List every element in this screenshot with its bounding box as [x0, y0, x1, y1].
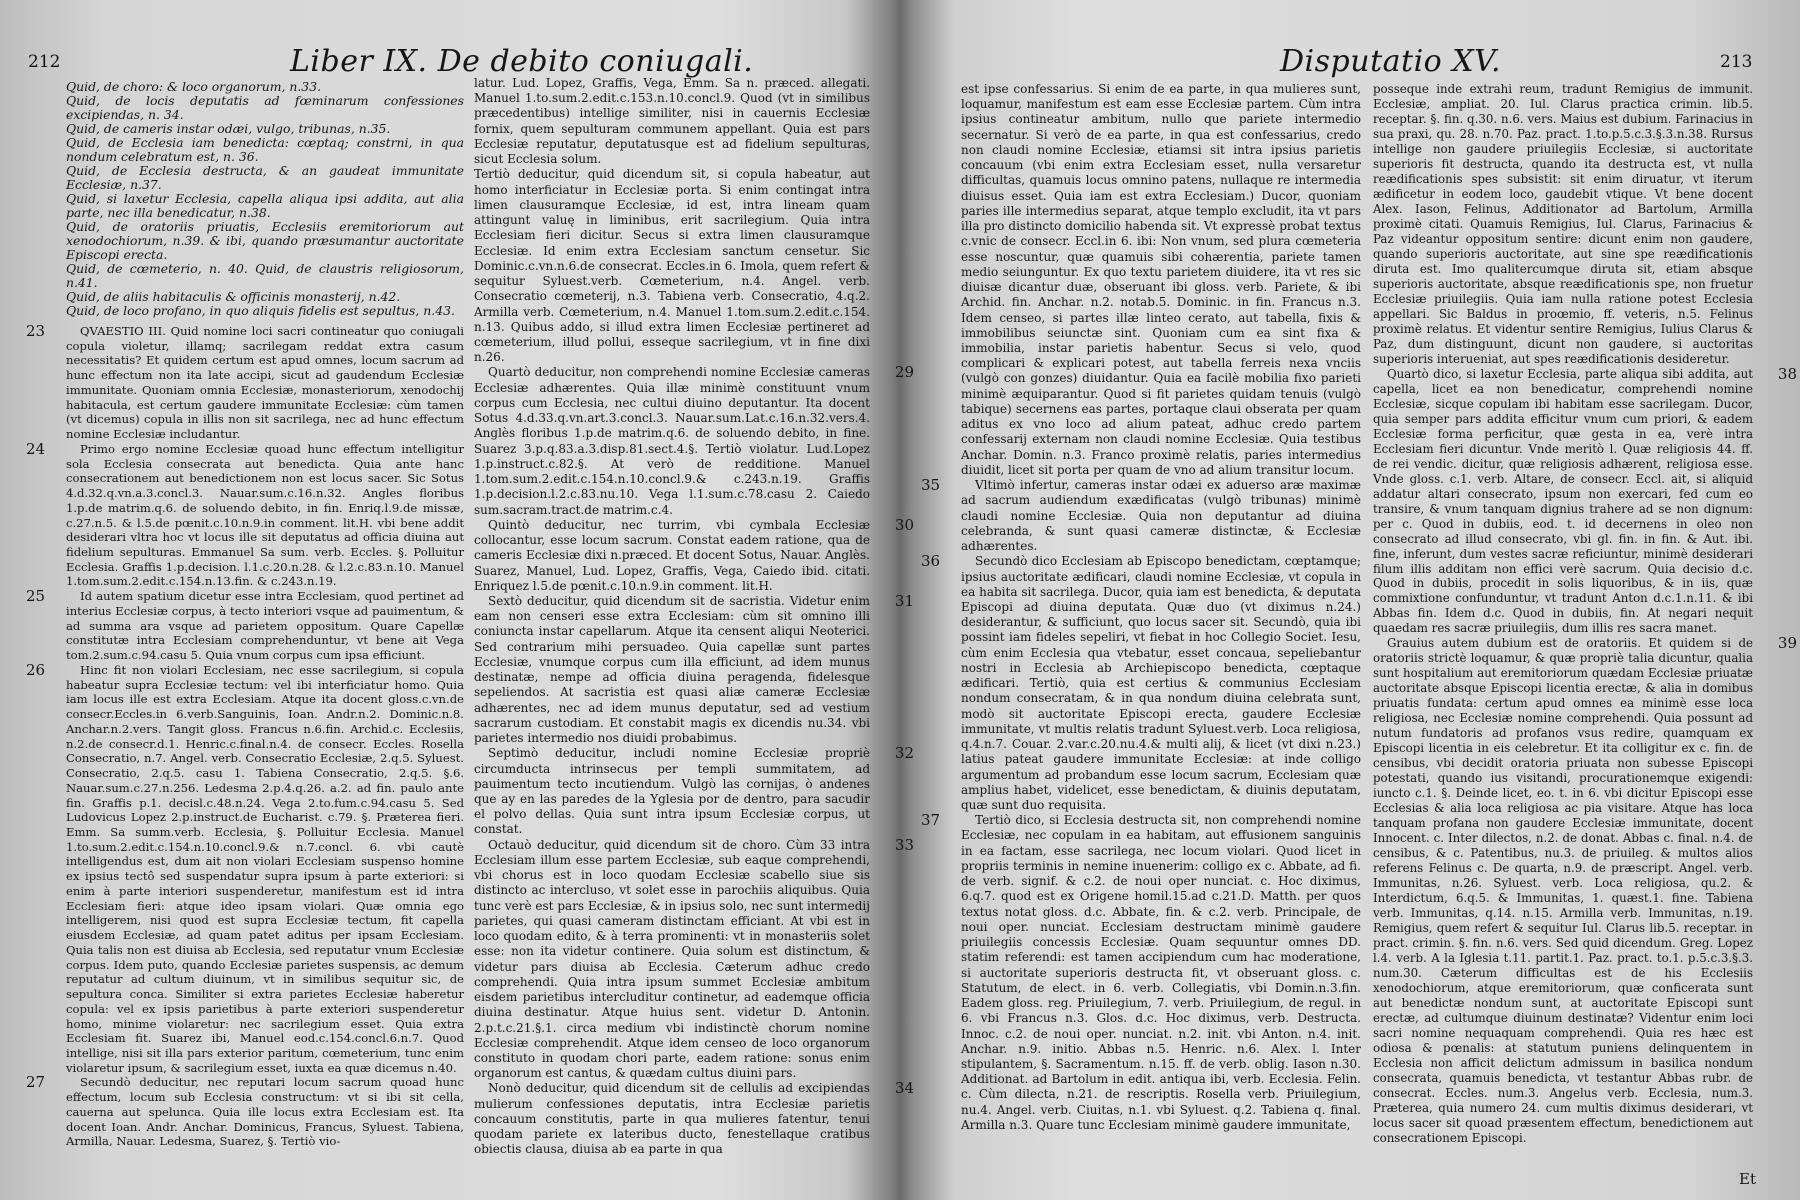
paragraph-text: Quartò deducitur, non comprehendi nomine Ecclesiæ cameras Ecclesiæ adhærentes. Quia illæ minimè constituunt vnum corpus cum Ecclesia, nec cultui diuino deputantur. Ita docent Sotus 4.d.33.q.vn.art.3.concl.3. Nauar.sum.Lat.c.16.n.32.vers.4. Anglès floribus 1.p.de matrim.q.6. de soluendo debito, in fine. Suarez 3.p.q.83.a.3.disp.81.sect.4.§. Tertiò violatur. Lud.Lopez 1.p.instruct.c.82.§. At verò de redditione. Manuel 1.tom.sum.2.edit.c.154.n.10.concl.9.& c.243.n.19. Graffis 1.p.decision.l.2.c.83.nu.10. Vega l.1.sum.c.78.casu 2. Caiedo sum.sacram.tract.de matrim.c.4.	[474, 365, 870, 517]
paragraph	[961, 82, 1361, 478]
paragraph	[1373, 634, 1797, 1145]
paragraph-text: Quartò dico, si laxetur Ecclesia, parte aliqua sibi addita, aut capella, licet ea non benedicatur, comprehendi nomine Ecclesiæ, sicque copulam ibi habitam esse sacrilegam. Ducor, quia semper pars addita efficitur vnum cum priori, & eadem Ecclesiæ forma perficitur, quæ gesta in ea, verè intra Ecclesiam fieri dicuntur. Vnde meritò l. Quæ religiosis 44. ff. de rei vendic. dicitur, quæ religiosis adhærent, religiosa esse. Vnde gloss. c.1. verb. Altare, de consecr. Eccl. ait, si aliquid addatur altari consecrato, ipsum non exercari, fed cum eo transire, & vnum tanquam dignius trahere ad se non dignum: per c. Quod in dubiis, eod. t. id decernens in oleo non consecrato ad illud consecrato, vbi gl. fin. in fin. & Aut. ibi. fine, inferunt, dum vestes sacræ reficiuntur, minimè desiderari filum illis additam non effici verè sacrum. Quia decisio d.c. Quod in dubiis, procedit in solis liquoribus, & in iis, quæ commixtione confunduntur, vt tradunt Anton d.c.1.n.11. & ibi Abbas fin. Idem d.c. Quod in dubiis, fin. At negari nequit quaedam res sacræ priuilegiis, dum illis res sacra manet.	[1373, 366, 1753, 636]
margin-number: 31	[894, 591, 914, 610]
paragraph-text: Sextò deducitur, quid dicendum sit de sacristia. Videtur enim eam non censeri esse extra Ecclesiam: cùm sit omnino illi coniuncta instar capellarum. Atque ita censent aliqui Neoterici. Sed contrarium mihi persuadeo. Quia capellæ sunt partes Ecclesiæ, vnumque corpus cum illa efficiunt, ad idem munus destinatæ, nempe ad officia diuina peragenda, fidelesque sepeliendos. At sacristia est quasi aliæ cameræ Ecclesiæ adhærentes, nec ad idem munus deputatur, sed ad vestium sacrarum custodiam. Et constabit magis ex dicendis nu.34. vbi parietes intermedio nos diuidi probabimus.	[474, 593, 870, 746]
right-running-head: Disputatio XV.	[1280, 44, 1502, 79]
margin-number: 33	[894, 835, 914, 854]
index-entry: Quid, de oratoriis priuatis, Ecclesiis eremitoriorum aut xenodochiorum, n.39. & ibi, quando præsumantur auctoritate Episcopi erecta.	[66, 219, 464, 262]
paragraph-text: QVAESTIO III. Quid nomine loci sacri contineatur quo coniugali copula violetur, illamq; sacrilegam reddat extra casum necessitatis? Et quidem certum est apud omnes, locum sacrum ad hunc effectum non ita late accipi, sicut ad gaudendum Ecclesiæ immunitate. Quoniam omnia Ecclesiæ, monasteriorum, xenodochij habitacula, est certum gaudere immunitate Ecclesiæ: cùm tamen (vt dicemus) copula in illis non sit sacrilega, nec ad hunc effectum nomine Ecclesiæ includantur.	[66, 324, 464, 442]
index-entry: Quid, de Ecclesia iam benedicta: cœptaq; constrni, in qua nondum celebratum est, n. 36.	[66, 135, 464, 164]
index-entry: Quid, de choro: & loco organorum, n.33.	[66, 79, 322, 94]
index-entry: Quid, de loco profano, in quo aliquis fidelis est sepultus, n.43.	[66, 303, 455, 318]
left-folio: 212	[28, 52, 61, 72]
paragraph	[26, 1073, 464, 1149]
margin-number: 27	[26, 1073, 46, 1092]
paragraph	[921, 552, 1361, 813]
paragraph-text: Grauius autem dubium est de oratoriis. Et quidem si de oratoriis strictè loquamur, & quæ propriè talia dicuntur, qualia sunt hospitalium aut eremitoriorum quædam Ecclesiæ priuatæ auctoritate absque Episcopi licentia erectæ, & alia in domibus priuatis fundata: certum apud omnes ea minimè esse loca religiosa, nec Ecclesiæ nomine comprehendi. Quia possunt ad nutum fundatoris ad profanos vsus redire, quamquam ex Episcopi licentia in eis celebretur. Et ita colligitur ex c. fin. de censibus, vbi decidit oratoria priuata non subesse Episcopi potestati, quando ius visitandi, procurationemque exigendi: iuncto c.1. §. Deinde licet, eo. t. in 6. vbi dicitur Episcopi esse Ecclesias & alia loca religiosa ac pia visitare. Atque has loca tanquam profana non gaudere Ecclesiæ immunitate, docent Innocent. c. Inter dilectos, n.2. de donat. Abbas c. final. n.4. de censibus, & c. Patentibus, nu.3. de priuileg. & multos alios referens Felinus c. De quarta, n.9. de præscript. Angel. verb. Immunitas, n.26. Syluest. verb. Loca religiosa, qu.2. & Interdictum, 6.q.5. & Immunitas, 1. quæst.1. fine. Tabiena verb. Immunitas, q.14. n.15. Armilla verb. Immunitas, n.19. Remigius, quem refert & sequitur Iul. Clarus lib.5. receptar. in pract. crimin. §. fin. n.6. vers. Sed quid dicendum. Greg. Lopez l.4. verb. A la Iglesia t.11. partit.1. Paz. pract. to.1. p.5.c.3.§.3. num.30. Cæterum difficultas est de his Ecclesiis xenodochiorum, atque eremitoriorum, quæ conficerata sunt aut benedictæ nondum sunt, at auctoritate Episcopi sunt erectæ, ad cultumque diuinum destinatæ? Videntur enim loci sacri nomine nequaquam comprehendi. Quia res hæc est odiosa & pœnalis: at statutum puniens delinquentem in Ecclesia non afficit delictum admissum in basilica nondum consecrata, quamuis benedicta, vt testantur Abbas rubr. de consecrat. Eccles. num.3. Angelus verb. Ecclesia, num.3. Præterea, quia numero 24. cum multis diximus desiderari, vt locus sacer sit quoad præsentem effectum, benedictionem aut consecrationem Episcopi.	[1373, 636, 1753, 1145]
right-column-2	[1373, 82, 1797, 1146]
paragraph	[474, 363, 914, 517]
margin-number: 35	[921, 476, 941, 495]
index-entry: Quid, de locis deputatis ad fœminarum confessiones excipiendas, n. 34.	[66, 93, 464, 122]
paragraph	[474, 591, 914, 746]
paragraph	[921, 811, 1361, 1133]
paragraph	[26, 439, 464, 589]
right-folio: 213	[1720, 52, 1753, 72]
right-page	[905, 0, 1800, 1200]
paragraph-text: Tertiò dico, si Ecclesia destructa sit, non comprehendi nomine Ecclesiæ, nec copulam in ea habitam, aut effusionem sanguinis in ea factam, esse sacrilega, nec locum violari. Quod licet in propriis terminis in nemine inuenerim: colligo ex c. Abbate, ad fi. de verb. signif. & c.2. de noui oper nunciat. c. Hoc diximus, 6.q.7. quod est ex Origene homil.15.ad c.21.D. Matth. per quos textus notat gloss. d.c. Abbate, fin. & c.2. verb. Principale, de noui oper. nunciat. Ecclesiam destructam minimè gaudere priuilegiis concessis Ecclesiæ. Quam sequuntur omnes DD. statim referendi: est tamen accipiendum cum hac moderatione, si auctoritate superioris destructa fit, vt obseruant gloss. c. Statutum, de elect. in 6. verb. Collegiatis, vbi Domin.n.3.fin. Eadem gloss. reg. Priuilegium, 7. verb. Priuilegium, de regul. in 6. vbi Francus n.3. Glos. d.c. Hoc diximus, verb. Destructa. Innoc. c.2. de noui oper. nunciat. n.2. init. vbi Anton. n.4. init. Anchar. n.9. initio. Abbas n.5. Henric. n.6. Alex. l. Inter stipulantem, §. Sacramentum. n.15. ff. de verb. oblig. Iason n.30. Additionat. ad Bartolum in edit. antiqua ibi, verb. Ecclesia. Felin. c. Cùm dilecta, n.21. de rescriptis. Rosella verb. Priuilegium, nu.4. Angel. verb. Ciuitas, n.1. vbi Syluest. q.2. Tabiena q. final. Armilla n.3. Quare tunc Ecclesiam minimè gaudere immunitate,	[961, 813, 1361, 1132]
paragraph-text: posseque inde extrahi reum, tradunt Remigius de immunit. Ecclesiæ, ampliat. 20. Iul. Clarus practica crimin. lib.5. receptar. §. fin. q.30. n.6. vers. Maius est dubium. Farinacius in sua praxi, qu. 28. n.70. Paz. pract. 1.to.p.5.c.3.§.3.n.38. Rursus intellige non gaudere priuilegiis Ecclesiæ, si auctoritate superioris fit destructa, quando ita destructa est, vt nulla reædificationis spes subsistit: sit enim diruatur, vt iterum ædificetur in eodem loco, gaudebit vtique. Vt bene docent Alex. Iason, Felinus, Additionator ad Bartolum, Armilla proximè citati. Quamuis Remigius, Iul. Clarus, Farinacius & Paz videantur oppositum sentire: dicunt enim non gaudere, quando superioris auctoritate, aut sine spe reædificationis diruta est. Imo qualitercumque diruta sit, etiam absque superioris auctoritate, absque reædificationis spe, non fruetur Ecclesiæ priuilegiis. Quia iam nulla ratione potest Ecclesia appellari. Sic Baldus in proœmio, ff. veteris, n.5. Felinus proximè relatus. Et videntur sentire Remigius, Iulius Clarus & Paz, dum distinguunt, dicunt non gaudere, si auctoritas superioris interueniat, aut spes reædificationis desideretur.	[1373, 82, 1753, 366]
paragraph	[1373, 82, 1753, 367]
index-entry: Quid, de cœmeterio, n. 40. Quid, de claustris religiosorum, n.41.	[66, 261, 464, 290]
paragraph-text: Primo ergo nomine Ecclesiæ quoad hunc effectum intelligitur sola Ecclesia consecrata aut benedicta. Quia ante hanc consecrationem aut benedictionem non est locus sacer. Sic Sotus 4.d.32.q.vn.a.3.concl.3. Nauar.sum.c.16.n.32. Angles floribus 1.p.de matrim.q.6. de soluendo debito, in fin. Enriq.l.9.de missæ, c.27.n.5. & l.5.de pœnit.c.10.n.9.in comment. lit.H. vbi bene addit desiderari vltra hoc vt locus ille sit deputatus ad officia diuina aut fidelium sepulturas. Emmanuel Sa sum. verb. Eccles. §. Polluitur Ecclesia. Graffis 1.p.decision. l.1.c.20.n.28. & l.2.c.83.n.10. Manuel 1.tom.sum.2.edit.c.154.n.13.fin. & c.243.n.19.	[66, 441, 464, 589]
paragraph-text: Hinc fit non violari Ecclesiam, nec esse sacrilegium, si copula habeatur supra Ecclesiæ tectum: vel ibi interficiatur homo. Quia iam locus ille est extra Ecclesiam. Atque ita docent gloss.c.vn.de consecr.Eccles.in 6.verb.Sanguinis, Ioan. Andr.n.2. Dominic.n.8. Anchar.n.2.vers. Tangit gloss. Francus n.6.fin. Archid.c. Ecclesiis, n.2.de consecr.d.1. Henric.c.final.n.4. de consecr. Eccles. Rosella Consecratio, n.7. Angel. verb. Consecratio Ecclesiæ, 2.q.5. Syluest. Consecratio, 2.q.5. casu 1. Tabiena Consecratio, 2.q.5. §.6. Nauar.sum.c.27.n.256. Ledesma 2.p.4.q.26. a.2. ad fin. paulo ante fin. Graffis p.1. decisl.c.48.n.24. Vega 2.to.fum.c.94.casu 5. Sed Ludovicus Lopez 2.p.instruct.de Eucharist. c.79. §. Præterea fieri. Emm. Sa summ.verb. Ecclesia, §. Polluitur Ecclesia. Manuel 1.to.sum.2.edit.c.154.n.10.concl.9.& n.7.concl. 6. vbi cautè intelligendus est, dum ait non violari Ecclesiam suspenso homine ex ipsius tectô sed suspendatur supra ipsum à parte exteriori: si enim à parte interiori suspenderetur, manifestum est id intra Ecclesiam fieri: atque ideo ipsam violari. Quæ omnia ego intelligerem, nisi quod est supra Ecclesiæ tectum, fit capella eiusdem Ecclesiæ, ad quam patet aditus per ipsam Ecclesiam. Quia talis non est diuisa ab Ecclesia, sed reputatur vnum Ecclesiæ corpus. Idem puto, quando Ecclesiæ parietes suspensis, ac demum reputatur ad cultum diuinum, vt in similibus sequitur sic, de sepultura conca. Similiter si extra parietes Ecclesiæ haberetur copula: vel ex ipsis parietibus à parte exteriori suspenderetur homo, minime violaretur: nec sacrilegium esset. Quia extra Ecclesiam fit. Suarez ibi, Manuel eod.c.154.concl.6.n.7. Quod intellige, nisi sit illa pars exterior paritum, cœmeterium, tunc enim violaretur ipsum, & sacrilegium esset, iuxta ea quæ dicemus n.40.	[66, 662, 464, 1075]
index-entry: Quid, si laxetur Ecclesia, capella aliqua ipsi addita, aut alia parte, nec illa benedicatur, n.38.	[66, 191, 464, 220]
left-column-2	[474, 76, 914, 1158]
paragraph-text: est ipse confessarius. Si enim de ea parte, in qua mulieres sunt, loquamur, manifestum est eam esse Ecclesiæ partem. Cùm intra ipsius contineatur ambitum, nullo que pariete intermedio secernatur. Si verò de ea parte, in qua est confessarius, credo non claudi nomine Ecclesiæ, etiamsi sit intra ipsius parietis concauum (vbi enim extra Ecclesiam esset, nulla versaretur difficultas, quamuis locus omnino patens, nullaque re intermedia diuisus esset. Quia iam est extra Ecclesiam.) Ducor, quoniam paries ille intermedius separat, atque templo excludit, ita vt pars illa pro distincto domicilio habenda sit. Vt expressè probat textus c.vnic de consecr. Eccl.in 6. ibi: Non vnum, sed plura cœmeteria esse noscuntur, quæ quamuis sibi cohærentia, pariete tamen medio seiunguntur. Ex quo textu parietem diuidere, ita vt res sic diuisæ dicantur duæ, obseruant ibi gloss. verb. Pariete, & ibi Archid. fin. Anchar. n.2. notab.5. Dominic. in fin. Francus n.3. Idem censeo, si partes illæ linteo cerato, aut tabella, fixis & immobilibus seiunctæ sint. Quoniam cum ea sint fixa & immobilia, instar parietis habentur. Secus si velo, quod complicari & explicari potest, aut tabella ferreis nexa vnciis (vulgò con gonzes) diuidantur. Quia ea facilè mobilia fixo parieti minimè æquiparantur. Quod si fit parietes quidam tenuis (vulgò tabique) secernens eas partes, portaque claui obserata per quam aditus ex vno loco ad alium pateat, adhuc credo partem confessarij externam non claudi nomine Ecclesiæ. Quia testibus Anchar. Domin. n.3. Franco proximè relatis, paries intermedius diuidit, licet sit porta per quam de vno ad alium transitur locum.	[961, 82, 1361, 477]
paragraph-text: Id autem spatium dicetur esse intra Ecclesiam, quod pertinet ad interius Ecclesiæ corpus, à tecto interiori vsque ad pauimentum, & ad summa ara vsque ad parietem oppositum. Quare Capellæ constitutæ intra Ecclesiam comprehenduntur, vt bene ait Vega tom.2.sum.c.94.casu 5. Quia vnum corpus cum ipsa efficiunt.	[66, 589, 464, 663]
right-catchword: Et	[1739, 1170, 1756, 1188]
left-running-head: Liber IX. De debito coniugali.	[290, 44, 754, 79]
paragraph	[474, 76, 870, 167]
paragraph-text: Septimò deducitur, includi nomine Ecclesiæ propriè circumducta intrinsecus per templi summitatem, ad pauimentum tecto incutiendum. Vulgò las cornijas, ò andenes que ay en las paredes de la Yglesia por de dentro, para sacudir el polvo dellas. Quia sunt intra ipsum Ecclesiæ corpus, ut constat.	[474, 746, 870, 837]
index-entry: Quid, de Ecclesia destructa, & an gaudeat immunitate Ecclesiæ, n.37.	[66, 163, 464, 192]
paragraph	[474, 515, 914, 594]
margin-number: 32	[894, 744, 914, 763]
paragraph-text: Secundò deducitur, nec reputari locum sacrum quoad hunc effectum, locum sub Ecclesia constructum: vt si ibi sit cella, cauerna aut spelunca. Quia ille locus extra Ecclesiam est. Ita docent Ioan. Andr. Anchar. Dominicus, Francus, Syluest. Tabiena, Armilla, Nauar. Ledesma, Suarez, §. Tertiò vio-	[66, 1075, 464, 1149]
index-entry-list	[66, 80, 464, 318]
paragraph	[26, 322, 464, 442]
paragraph-text: Quintò deducitur, nec turrim, vbi cymbala Ecclesiæ collocantur, esse locum sacrum. Constat eadem ratione, qua de cameris Ecclesiæ dixi n.præced. Et docent Sotus, Nauar. Anglès. Suarez, Manuel, Lud. Lopez, Graffis, Vega, Caiedo ibid. citati. Enriquez l.5.de pœnit.c.10.n.9.in comment. lit.H.	[474, 517, 870, 593]
paragraph-text: Secundò dico Ecclesiam ab Episcopo benedictam, cœptamque; ipsius auctoritate ædificari, claudi nomine Ecclesiæ, vt copula in ea habita sit sacrilega. Ducor, quia iam est benedicta, & deputata Episcopi ad diuina deputata. Quæ duo (vt diximus n.24.) desiderantur, & sufficiunt, quo locus sacer sit. Secundò, quia ibi possint iam fideles sepeliri, vt fiebat in hoc Collegio Societ. Iesu, cùm enim Ecclesia qua vtebatur, esset concaua, sepeliebantur nostri in Ecclesia ab Archiepiscopo benedicta, cœptaque ædificari. Tertiò, quia est certius & communius Ecclesiam nondum consecratam, & in qua nondum diuina celebrata sunt, modò sit auctoritate Episcopi erecta, gaudere Ecclesiæ immunitate, vt multis relatis tradunt Syluest.verb. Loca religiosa, q.4.n.7. Couar. 2.var.c.20.nu.4.& multi alij, & licet (vt dixi n.23.) latius pateat gaudere immunitate Ecclesiæ: at inde colligo argumentum ad probandum esse locum sacrum, Ecclesiam quæ amplius habet, videlicet, esse benedictam, & diuinis deputatam, quæ sunt duo requisita.	[961, 554, 1361, 813]
margin-number: 30	[894, 515, 914, 534]
margin-number: 24	[26, 439, 46, 458]
margin-number: 25	[26, 587, 46, 606]
paragraph-text: Vltimò infertur, cameras instar odæi ex aduerso aræ maximæ ad sacrum audiendum exædificatas (vulgò tribunas) minimè claudi nomine Ecclesiæ. Quia non deputantur ad diuina celebranda, & sunt quasi cameræ distinctæ, & Ecclesiæ adhærentes.	[961, 478, 1361, 554]
paragraph	[474, 167, 870, 365]
margin-number: 34	[894, 1079, 914, 1098]
paragraph	[474, 744, 914, 837]
right-column-1	[921, 82, 1361, 1133]
index-entry: Quid, de aliis habitaculis & officinis monasterij, n.42.	[66, 289, 401, 304]
margin-number: 39	[1777, 634, 1797, 653]
paragraph-text: Tertiò deducitur, quid dicendum sit, si copula habeatur, aut homo interficiatur in Ecclesiæ porta. Si enim contingat intra limen clausuramque Ecclesiæ, id est, intra lineam quam attingunt valuę in liminibus, erit sacrilegium. Quia intra Ecclesiam fieri dicitur. Secus si extra limen clausuramque Ecclesiæ. Id enim extra Ecclesiam sanctum censetur. Sic Dominic.c.vn.n.6.de consecrat. Eccles.in 6. Imola, quem refert & sequitur Syluest.verb. Cœmeterium, n.4. Angel. verb. Consecratio cœmeterij, n.3. Tabiena verb. Consecratio, 4.q.2. Armilla verb. Cœmeterium, n.4. Manuel 1.tom.sum.2.edit.c.154. n.13. Quibus addo, si illud extra limen Ecclesiæ pertineret ad cœmeterium, illud pollui, esseque sacrilegium, vt in fine dixi n.26.	[474, 167, 870, 365]
margin-number: 23	[26, 322, 46, 340]
paragraph	[1373, 364, 1797, 637]
paragraph	[474, 835, 914, 1082]
paragraph	[26, 587, 464, 663]
index-entry: Quid, de cameris instar odæi, vulgo, tribunas, n.35.	[66, 121, 391, 136]
paragraph	[921, 476, 1361, 554]
paragraph-text: Octauò deducitur, quid dicendum sit de choro. Cùm 33 intra Ecclesiam illum esse partem Ecclesiæ, sub eaque comprehendi, vbi chorus est in loco quodam Ecclesiæ scabello siue sis distincto ac intercluso, vt solet esse in parochiis aliquibus. Quia tunc verè est pars Ecclesiæ, & in ipsius solo, nec sunt intermedij parietes, qui quasi cameram distinctam efficiant. At vbi est in loco quodam edito, & à terra prominenti: vt in monasteriis solet esse: non ita videtur continere. Quia solum est distinctum, & videtur pars diuisa ab Ecclesia. Cæterum adhuc credo comprehendi. Quia intra ipsum summet Ecclesiæ ambitum eisdem parietibus intercluditur continetur, ad eademque officia diuina destinatur. Atque huius sent. videtur D. Antonin. 2.p.t.c.21.§.1. circa medium vbi indistinctè chorum nomine Ecclesiæ comprehendit. Atque idem censeo de loco organorum constituto in quodam chori parte, eadem ratione: sonus enim organorum est cantus, & quædam cultus diuini pars.	[474, 837, 870, 1081]
paragraph	[474, 1079, 914, 1157]
paragraph	[26, 660, 464, 1076]
margin-number: 38	[1777, 364, 1797, 383]
margin-number: 26	[26, 660, 46, 679]
margin-number: 36	[921, 552, 941, 571]
margin-number: 37	[921, 811, 941, 830]
paragraph-text: latur. Lud. Lopez, Graffis, Vega, Emm. Sa n. præced. allegati. Manuel 1.to.sum.2.edit.c.153.n.10.concl.9. Quod (vt in similibus præcedentibus) intellige similiter, nisi in cauernis Ecclesiæ fornix, quem sepulturam communem appellant. Quia est pars Ecclesiæ reputatur, deputatusque est ad fidelium sepulturas, sicut Ecclesia solum.	[474, 76, 870, 167]
left-column-1	[26, 79, 464, 1149]
margin-number: 29	[894, 363, 914, 382]
paragraph-text: Nonò deducitur, quid dicendum sit de cellulis ad excipiendas mulierum confessiones deputatis, intra Ecclesiæ parietis concauum constitutis, parte in qua mulieres fatentur, tenui quodam pariete ex lateribus ducto, fenestellaque cratibus obiectis clausa, diuisa ab ea parte in qua	[474, 1081, 870, 1157]
